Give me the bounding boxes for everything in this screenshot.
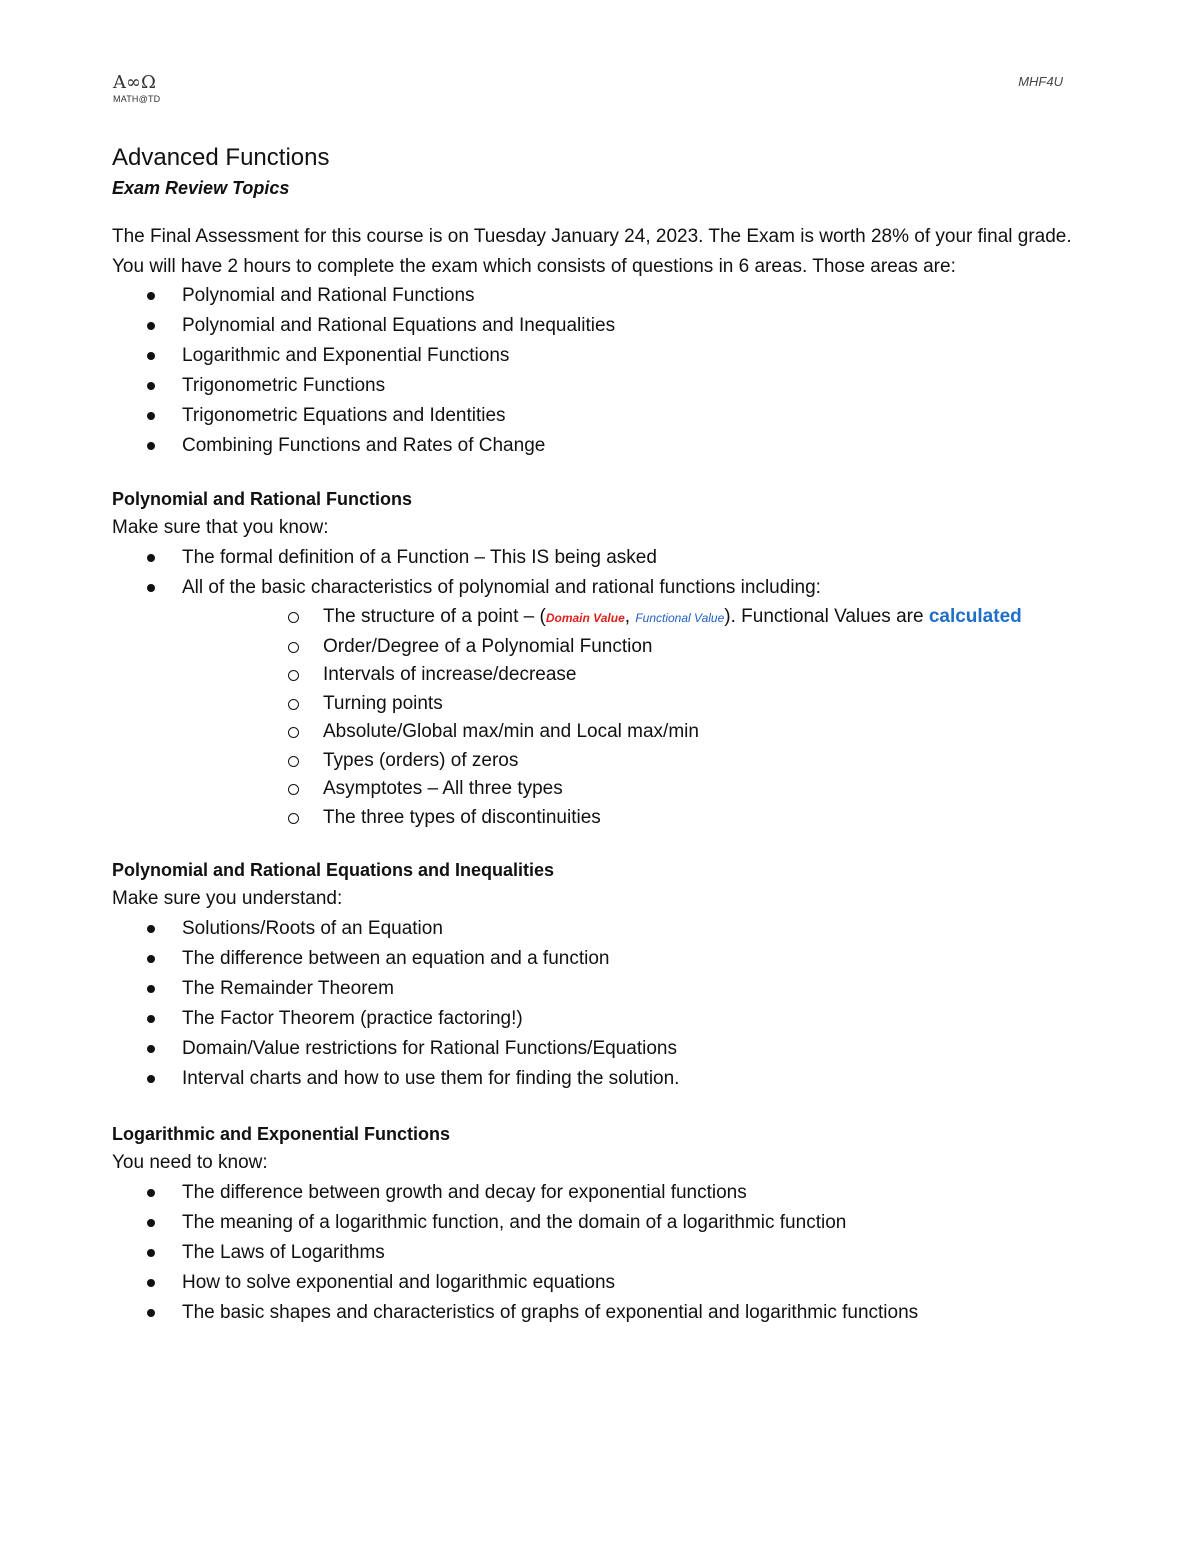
list-item: The difference between an equation and a function (112, 944, 1092, 974)
section-heading: Polynomial and Rational Functions (112, 489, 413, 509)
list-item (112, 573, 1092, 832)
list-item: Logarithmic and Exponential Functions (112, 341, 1092, 371)
list-item: Trigonometric Functions (112, 371, 1092, 401)
list-item: The Factor Theorem (practice factoring!) (112, 1004, 1092, 1034)
page-subtitle: Exam Review Topics (112, 178, 290, 198)
topic-list (112, 281, 1092, 461)
section-intro: You need to know: (112, 1152, 268, 1173)
list-item: Combining Functions and Rates of Change (112, 431, 1092, 461)
list-item: Polynomial and Rational Functions (112, 281, 1092, 311)
page-title: Advanced Functions (112, 144, 330, 171)
section-intro: Make sure you understand: (112, 888, 343, 909)
document-body (112, 142, 1092, 1328)
list-item-text: All of the basic characteristics of polynomial and rational functions including: (182, 577, 821, 598)
point-prefix: The structure of a point – ( (323, 606, 546, 627)
list-item: How to solve exponential and logarithmic equations (112, 1268, 1092, 1298)
section-intro: Make sure that you know: (112, 517, 329, 538)
section-log-exponential (112, 1120, 1092, 1328)
logo (113, 72, 160, 104)
list-item: The difference between growth and decay for exponential functions (112, 1178, 1092, 1208)
list-item: Domain/Value restrictions for Rational Functions/Equations (112, 1034, 1092, 1064)
section-list (112, 543, 1092, 832)
list-item: Trigonometric Equations and Identities (112, 401, 1092, 431)
list-item: The basic shapes and characteristics of graphs of exponential and logarithmic functions (112, 1298, 1092, 1328)
list-item: Polynomial and Rational Equations and Inequalities (112, 311, 1092, 341)
sub-list-item: Intervals of increase/decrease (182, 661, 1092, 690)
section-heading: Logarithmic and Exponential Functions (112, 1124, 451, 1144)
sub-list-item: The three types of discontinuities (182, 804, 1092, 833)
point-suffix: ). Functional Values are (724, 606, 929, 627)
sub-list-item: Asymptotes – All three types (182, 775, 1092, 804)
sub-list-item-point-structure (182, 603, 1092, 633)
section-equations-inequalities (112, 856, 1092, 1094)
section-list (112, 914, 1092, 1094)
list-item: The meaning of a logarithmic function, and the domain of a logarithmic function (112, 1208, 1092, 1238)
point-comma: , (624, 606, 636, 627)
section-polynomial-rational-functions (112, 485, 1092, 832)
logo-subtitle: MATH@TD (113, 94, 161, 104)
list-item: Solutions/Roots of an Equation (112, 914, 1092, 944)
section-heading: Polynomial and Rational Equations and Inequalities (112, 860, 555, 880)
list-item: The formal definition of a Function – This IS being asked (112, 543, 1092, 573)
calculated-emphasis: calculated (928, 606, 1022, 627)
sub-list-item: Order/Degree of a Polynomial Function (182, 633, 1092, 662)
sub-list-item: Turning points (182, 690, 1092, 719)
sub-list-item: Types (orders) of zeros (182, 747, 1092, 776)
course-code: MHF4U (1018, 74, 1063, 89)
list-item: The Remainder Theorem (112, 974, 1092, 1004)
domain-value-label: Domain Value (545, 611, 625, 625)
section-list (112, 1178, 1092, 1328)
intro-paragraph: The Final Assessment for this course is on Tuesday January 24, 2023. The Exam is worth 28% of your final grade. You will have 2 hours to complete the exam which consists of questions in 6 areas. Those areas are: (112, 226, 1072, 277)
functional-value-label: Functional Value (635, 611, 725, 625)
logo-symbols: A∞Ω (113, 72, 156, 93)
sub-list-item: Absolute/Global max/min and Local max/min (182, 718, 1092, 747)
sub-list (182, 603, 1092, 832)
list-item: The Laws of Logarithms (112, 1238, 1092, 1268)
list-item: Interval charts and how to use them for finding the solution. (112, 1064, 1092, 1094)
